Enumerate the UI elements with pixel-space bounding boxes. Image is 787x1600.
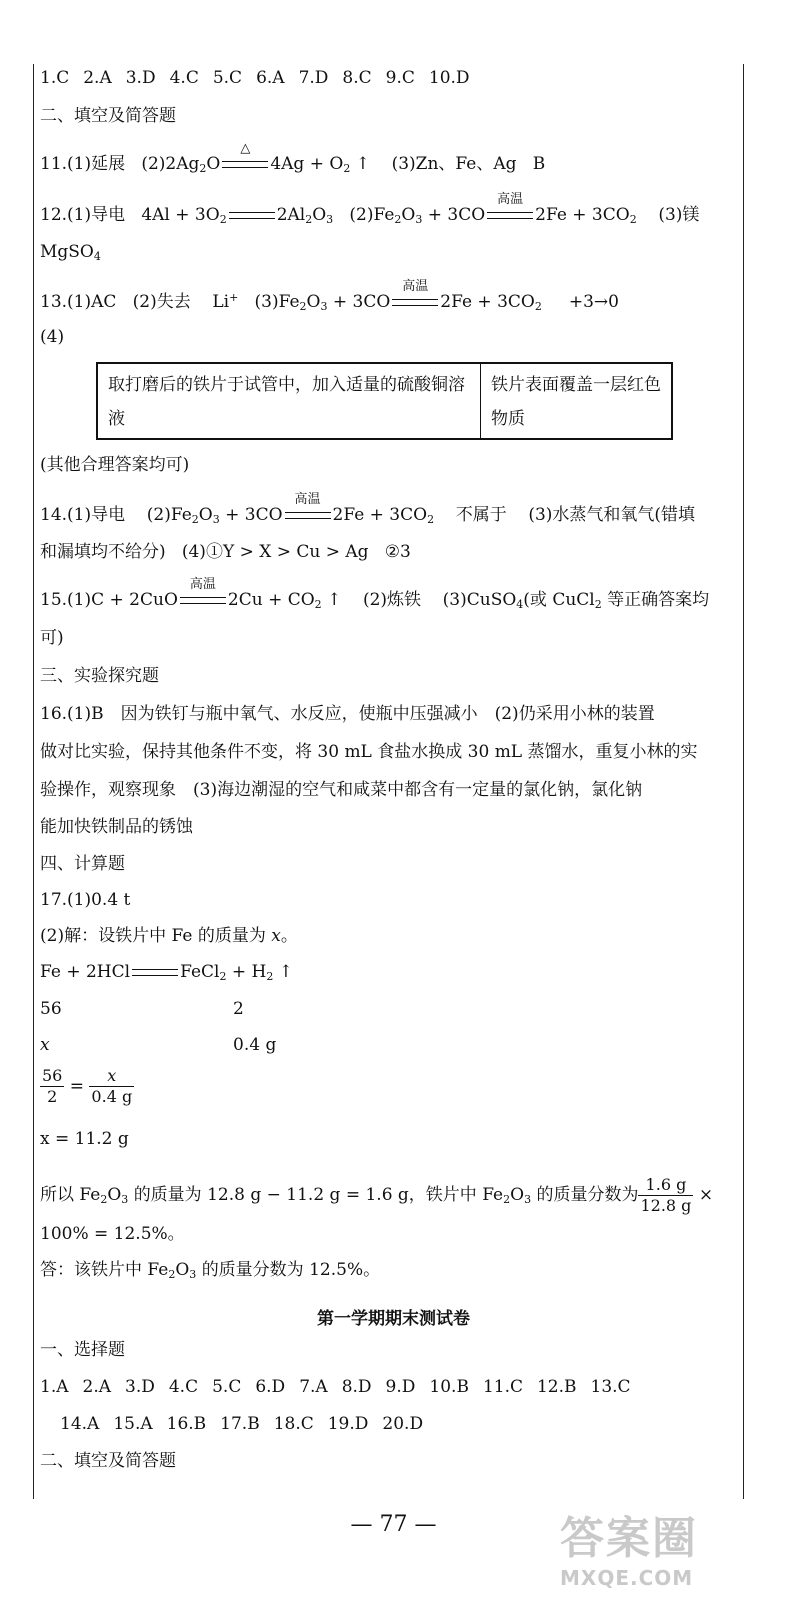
answer-row-14-20 [60,1412,437,1436]
q17-mass-h2: 2 [233,999,244,1019]
subscript: 2 [219,970,227,983]
exam-title: 第一学期期末测试卷 [317,1309,470,1329]
q11-products: 4Ag + O [270,154,344,174]
q15-cucl: (或 CuCl [523,590,595,610]
reaction-equals [229,203,275,227]
watermark-text: 答案圈 [560,1513,698,1564]
answer: 1.A [40,1377,69,1397]
q14-part4: (4)①Y > X > Cu > Ag [181,542,369,562]
q12-products: 2Fe + 3CO [535,205,630,225]
q14-part3: (3)水蒸气和氧气(错填 [528,505,696,525]
numerator: 1.6 g [638,1175,693,1196]
watermark-logo [560,1502,775,1592]
answer: 5.C [212,1377,242,1397]
question-14-line2 [40,540,411,564]
watermark-url: MXQE.COM [560,1566,694,1590]
note-other-answers: (其他合理答案均可) [40,455,190,475]
reaction-equals [392,279,438,314]
q15-gas-arrow: ↑ [321,590,342,610]
q11-part2: (2)2Ag [141,154,200,174]
answer: 6.D [255,1377,286,1397]
answer-3: 3.D [125,68,156,88]
denominator: 0.4 g [91,1087,133,1106]
denominator: 12.8 g [640,1196,692,1215]
subscript: 2 [503,1193,511,1206]
q13-o: O [306,292,321,312]
answer: 13.C [590,1377,631,1397]
q15-other: 等正确答案均 [607,590,710,610]
subscript: 2 [534,300,542,313]
q17-answer [40,1258,380,1287]
high-temp-condition: 高温 [294,492,321,507]
q12-part1: 12.(1)导电 [40,205,126,225]
q13-part4: (4) [40,327,65,347]
q17-fecl: FeCl [180,962,220,982]
q13-li: Li [212,292,230,312]
reaction-equals [132,960,178,984]
answer: 3.D [125,1377,155,1397]
answer-4: 4.C [169,68,199,88]
subscript: 2 [629,213,637,226]
answer: 20.D [382,1414,424,1434]
numerator: x [89,1066,134,1087]
q11-part1: 11.(1)延展 [40,154,126,174]
q17-unknown-row [40,1033,50,1057]
q17-percentage: 100% = 12.5%。 [40,1224,185,1244]
section-heading-choice: 一、选择题 [40,1340,125,1360]
subscript: 2 [305,213,313,226]
high-temp-condition: 高温 [497,192,524,207]
answer: 16.B [166,1414,207,1434]
q12-co: + 3CO [422,205,486,225]
subscript: 3 [189,1268,197,1281]
q17-reactants: Fe + 2HCl [40,962,131,982]
subscript: 3 [121,1193,129,1206]
q17-h: + H [226,962,267,982]
q12-part2: (2)Fe [349,205,395,225]
subscript: 2 [191,513,199,526]
q13-co: + 3CO [327,292,391,312]
q17-equation [40,960,293,989]
q15-part1: 15.(1)C + 2CuO [40,590,178,610]
q15-products: 2Cu + CO [227,590,315,610]
q12-reactants: 4Al + 3O [141,205,220,225]
times-sign: × [698,1185,714,1205]
q13-products: 2Fe + 3CO [440,292,535,312]
superscript-plus: + [229,291,239,304]
answer-1: 1.C [40,68,70,88]
q17-result: x = 11.2 g [40,1129,129,1149]
q11-choice: B [532,154,546,174]
q12-mgso: MgSO [40,242,94,262]
answer: 19.D [327,1414,369,1434]
subscript: 2 [343,162,351,175]
answer: 12.B [536,1377,577,1397]
q14-part1: 14.(1)导电 [40,505,126,525]
text: O [510,1185,525,1205]
q14-co: + 3CO [219,505,283,525]
subscript: 2 [427,513,435,526]
q17-mass-fe: 56 [40,999,62,1019]
reaction-equals [285,492,331,527]
answer-2: 2.A [83,68,112,88]
question-13 [40,279,619,319]
text: 的质量分数为 12.5%。 [201,1260,381,1280]
right-border-line [743,64,744,1499]
q16-line4: 能加快铁制品的锈蚀 [40,817,193,837]
q13-part2: (2)失去 [132,292,191,312]
q17-gas-arrow: ↑ [273,962,293,982]
q15-cont: 可) [40,628,64,648]
q14-part4b: ②3 [384,542,411,562]
answer-7: 7.D [298,68,329,88]
answer: 7.A [299,1377,328,1397]
q17-proportion: $\frac{56}{2}$ = $\frac{x}{0.4 g}$ [42,1066,133,1106]
text: 的质量分数为 [536,1185,639,1205]
fraction-x-over-mass [89,1066,134,1107]
subscript: 2 [394,213,402,226]
text: 的质量为 12.8 g − 11.2 g = 1.6 g，铁片中 Fe [133,1185,504,1205]
subscript: 2 [100,1193,108,1206]
high-temp-condition: 高温 [402,279,429,294]
reaction-equals [222,141,268,176]
q13-valence: +3→0 [568,292,619,312]
q14-part3-cont: 和漏填均不给分) [40,542,166,562]
table-cell-procedure: 取打磨后的铁片于试管中，加入适量的硫酸铜溶液 [98,364,481,438]
answer-5: 5.C [212,68,243,88]
section-heading-fill: 二、填空及简答题 [40,106,176,126]
denominator: 2 [47,1087,58,1106]
q14-products: 2Fe + 3CO [332,505,428,525]
q12-o: O [401,205,416,225]
fraction-mass-ratio [638,1175,693,1216]
q15-part2: (2)炼铁 [362,590,422,610]
subscript: 4 [516,598,524,611]
subscript: 2 [199,162,207,175]
answer: 15.A [113,1414,153,1434]
question-15-line1 [40,577,710,617]
q11-part3: (3)Zn、Fe、Ag [391,154,517,174]
left-border-line [33,64,34,1499]
reaction-equals [487,192,533,227]
answer-10: 10.D [428,68,470,88]
question-12-line1 [40,192,700,232]
answer: 18.C [273,1414,314,1434]
page-number: — 77 — [350,1512,437,1537]
subscript: 2 [168,1268,176,1281]
q16-line2: 做对比实验，保持其他条件不变，将 30 mL 食盐水换成 30 mL 蒸馏水，重复小林的实 [40,742,698,762]
reaction-equals [180,577,226,612]
q17-mass-row [40,997,62,1021]
q14-o: O [198,505,213,525]
text: 所以 Fe [40,1185,101,1205]
section-heading-experiment: 三、实验探究题 [40,666,159,686]
answer-8: 8.C [342,68,372,88]
answer: 17.B [220,1414,260,1434]
subscript: 2 [314,598,322,611]
question-14-line1 [40,492,696,532]
numerator: 56 [42,1066,63,1085]
subscript: 4 [93,250,101,263]
variable-x: x [271,926,281,946]
q17-known-mass: 0.4 g [233,1035,277,1055]
q17-solution-intro [40,924,298,948]
subscript: 3 [524,1193,532,1206]
q15-part3: (3)CuSO [442,590,517,610]
table-cell-observation: 铁片表面覆盖一层红色物质 [491,375,661,429]
subscript: 3 [326,213,334,226]
variable-x: x [40,1035,50,1055]
answer-9: 9.C [385,68,415,88]
q14-not-belong: 不属于 [455,505,507,525]
q17-intro-end: 。 [280,926,298,946]
q12-product-o: O [312,205,327,225]
q12-product: 2Al [276,205,306,225]
high-temp-condition: 高温 [189,577,216,592]
q16-line1: 16.(1)B 因为铁钉与瓶中氧气、水反应，使瓶中压强减小 (2)仍采用小林的装置 [40,704,655,724]
text: 答：该铁片中 Fe [40,1260,169,1280]
answer: 11.C [482,1377,523,1397]
q12-part3: (3)镁 [658,205,700,225]
q11-gas-arrow: ↑ [350,154,370,174]
section-heading-fill-2: 二、填空及简答题 [40,1451,176,1471]
answer: 4.C [168,1377,199,1397]
q11-oxygen: O [206,154,221,174]
subscript: 3 [415,213,423,226]
heat-condition: △ [240,141,251,156]
experiment-table [96,362,673,440]
q17-intro-text: (2)解：设铁片中 Fe 的质量为 [40,926,272,946]
q17-fraction-line [40,1175,713,1216]
text: O [107,1185,122,1205]
question-11 [40,141,546,181]
answer: 10.B [429,1377,469,1397]
subscript: 2 [299,300,307,313]
q17-part1: 17.(1)0.4 t [40,890,131,910]
subscript: 2 [266,970,274,983]
answer-row-1-10 [40,66,484,90]
answer: 8.D [341,1377,372,1397]
subscript: 3 [320,300,328,313]
answer: 14.A [60,1414,100,1434]
text: O [175,1260,190,1280]
q16-line3: 验操作，观察现象 (3)海边潮湿的空气和咸菜中都含有一定量的氯化钠，氯化钠 [40,780,643,800]
subscript: 2 [594,598,602,611]
q13-part3: (3)Fe [254,292,300,312]
fraction-56-over-2 [40,1066,64,1107]
answer-6: 6.A [256,68,285,88]
q13-part1: 13.(1)AC [40,292,117,312]
answer-row-1-13 [40,1375,631,1399]
subscript: 2 [219,213,227,226]
answer: 2.A [82,1377,111,1397]
question-12-line2 [40,240,101,269]
subscript: 3 [212,513,220,526]
answer: 9.D [385,1377,416,1397]
section-heading-calc: 四、计算题 [40,854,125,874]
q14-part2: (2)Fe [146,505,192,525]
